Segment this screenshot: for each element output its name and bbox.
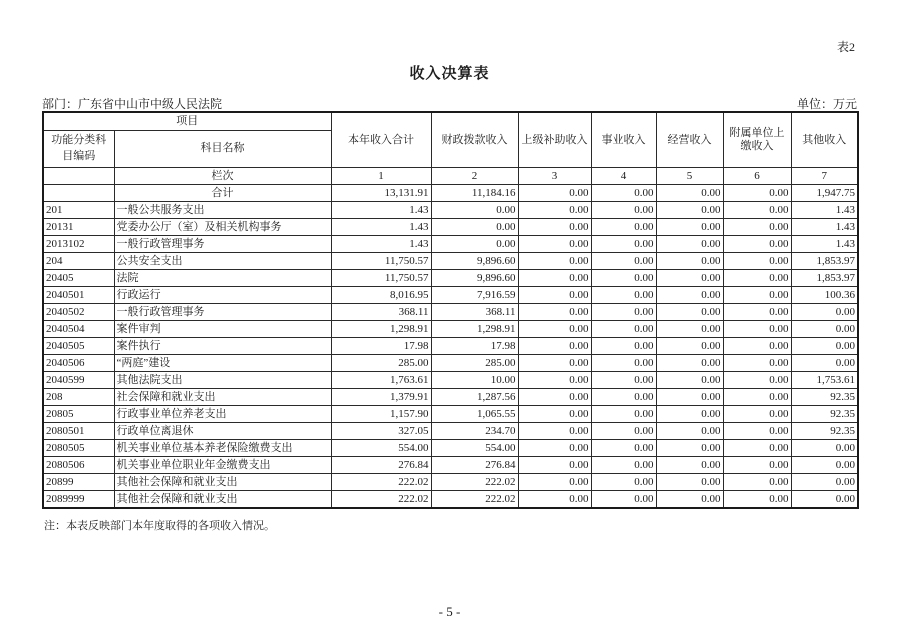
row-value: 0.00 <box>656 338 723 355</box>
row-value: 0.00 <box>518 491 591 509</box>
row-value: 0.00 <box>591 287 656 304</box>
row-value: 0.00 <box>791 474 858 491</box>
row-value: 0.00 <box>518 355 591 372</box>
page-number: - 5 - <box>438 604 461 619</box>
footnote: 注：本表反映部门本年度取得的各项收入情况。 <box>44 520 275 532</box>
table-row <box>43 457 858 474</box>
row-value: 11,750.57 <box>331 270 431 287</box>
row-subject-name: 合计 <box>114 185 331 202</box>
column-index: 7 <box>791 168 858 185</box>
row-value: 17.98 <box>431 338 518 355</box>
row-value: 1,853.97 <box>791 253 858 270</box>
row-value: 0.00 <box>518 406 591 423</box>
row-subject-name: 其他社会保障和就业支出 <box>114 491 331 509</box>
row-value: 10.00 <box>431 372 518 389</box>
row-value: 0.00 <box>656 406 723 423</box>
row-value: 0.00 <box>518 338 591 355</box>
row-value: 0.00 <box>656 304 723 321</box>
row-value: 0.00 <box>723 219 791 236</box>
row-value: 0.00 <box>431 236 518 253</box>
row-value: 92.35 <box>791 389 858 406</box>
row-value: 0.00 <box>591 491 656 509</box>
row-subject-name: 法院 <box>114 270 331 287</box>
row-value: 1.43 <box>331 202 431 219</box>
row-subject-name: 行政运行 <box>114 287 331 304</box>
row-value: 0.00 <box>723 491 791 509</box>
table-header <box>43 112 858 185</box>
row-value: 327.05 <box>331 423 431 440</box>
table-row <box>43 202 858 219</box>
row-code: 2040505 <box>43 338 114 355</box>
row-value: 0.00 <box>656 355 723 372</box>
column-index: 2 <box>431 168 518 185</box>
row-value: 0.00 <box>591 270 656 287</box>
row-value: 0.00 <box>518 236 591 253</box>
row-value: 0.00 <box>656 389 723 406</box>
row-value: 9,896.60 <box>431 270 518 287</box>
header-col-superior-subsidy: 上级补助收入 <box>518 112 591 168</box>
row-value: 0.00 <box>518 253 591 270</box>
table-row <box>43 423 858 440</box>
row-value: 0.00 <box>591 236 656 253</box>
row-value: 1,853.97 <box>791 270 858 287</box>
row-value: 0.00 <box>791 457 858 474</box>
header-col-fiscal: 财政拨款收入 <box>431 112 518 168</box>
table-row <box>43 372 858 389</box>
table-row <box>43 355 858 372</box>
row-value: 8,016.95 <box>331 287 431 304</box>
header-subject-name: 科目名称 <box>114 131 331 168</box>
row-value: 1,065.55 <box>431 406 518 423</box>
row-subject-name: 其他法院支出 <box>114 372 331 389</box>
header-col-operating: 经营收入 <box>656 112 723 168</box>
page-title: 收入决算表 <box>409 66 490 82</box>
row-value: 0.00 <box>518 372 591 389</box>
row-code: 2040501 <box>43 287 114 304</box>
row-value: 0.00 <box>723 236 791 253</box>
header-col-total: 本年收入合计 <box>331 112 431 168</box>
row-value: 0.00 <box>723 304 791 321</box>
row-value: 0.00 <box>656 423 723 440</box>
table-row <box>43 236 858 253</box>
row-value: 0.00 <box>591 355 656 372</box>
row-value: 0.00 <box>518 270 591 287</box>
row-value: 0.00 <box>791 321 858 338</box>
row-value: 0.00 <box>656 287 723 304</box>
row-value: 0.00 <box>591 219 656 236</box>
row-value: 0.00 <box>791 304 858 321</box>
row-value: 92.35 <box>791 423 858 440</box>
index-empty-cell <box>43 168 114 185</box>
row-value: 1,947.75 <box>791 185 858 202</box>
row-value: 0.00 <box>591 389 656 406</box>
department-label: 部门：广东省中山市中级人民法院 <box>42 97 223 111</box>
row-value: 0.00 <box>656 457 723 474</box>
row-value: 0.00 <box>723 372 791 389</box>
row-value: 0.00 <box>723 321 791 338</box>
row-value: 222.02 <box>331 491 431 509</box>
row-value: 0.00 <box>518 287 591 304</box>
row-subject-name: 行政单位离退休 <box>114 423 331 440</box>
row-subject-name: 机关事业单位职业年金缴费支出 <box>114 457 331 474</box>
row-value: 0.00 <box>723 355 791 372</box>
row-subject-name: 社会保障和就业支出 <box>114 389 331 406</box>
table-row <box>43 321 858 338</box>
row-value: 234.70 <box>431 423 518 440</box>
column-index: 1 <box>331 168 431 185</box>
row-value: 1,753.61 <box>791 372 858 389</box>
row-subject-name: “两庭”建设 <box>114 355 331 372</box>
table-row <box>43 253 858 270</box>
row-code: 2040599 <box>43 372 114 389</box>
row-value: 0.00 <box>791 440 858 457</box>
row-value: 368.11 <box>331 304 431 321</box>
row-value: 1,287.56 <box>431 389 518 406</box>
table-row <box>43 491 858 509</box>
column-index: 6 <box>723 168 791 185</box>
row-subject-name: 案件审判 <box>114 321 331 338</box>
meta-row <box>42 95 857 112</box>
table-row <box>43 440 858 457</box>
table-row <box>43 270 858 287</box>
row-value: 276.84 <box>431 457 518 474</box>
header-col-affiliated-units: 附属单位上缴收入 <box>723 112 791 168</box>
row-value: 0.00 <box>591 440 656 457</box>
row-value: 0.00 <box>723 185 791 202</box>
row-value: 276.84 <box>331 457 431 474</box>
row-value: 0.00 <box>656 185 723 202</box>
row-value: 0.00 <box>518 440 591 457</box>
row-value: 0.00 <box>518 185 591 202</box>
row-value: 0.00 <box>591 457 656 474</box>
row-value: 554.00 <box>431 440 518 457</box>
row-value: 0.00 <box>591 406 656 423</box>
row-value: 11,184.16 <box>431 185 518 202</box>
table-tag: 表2 <box>836 40 855 54</box>
row-subject-name: 党委办公厅（室）及相关机构事务 <box>114 219 331 236</box>
row-value: 0.00 <box>591 338 656 355</box>
row-value: 0.00 <box>656 491 723 509</box>
row-code: 2040506 <box>43 355 114 372</box>
row-value: 0.00 <box>431 202 518 219</box>
row-value: 0.00 <box>518 321 591 338</box>
row-value: 0.00 <box>591 474 656 491</box>
row-value: 0.00 <box>591 202 656 219</box>
row-value: 0.00 <box>656 372 723 389</box>
row-code: 2013102 <box>43 236 114 253</box>
row-value: 0.00 <box>723 423 791 440</box>
row-value: 0.00 <box>723 474 791 491</box>
row-value: 222.02 <box>431 491 518 509</box>
row-value: 1,298.91 <box>431 321 518 338</box>
row-value: 0.00 <box>656 236 723 253</box>
row-value: 0.00 <box>656 219 723 236</box>
row-value: 0.00 <box>591 372 656 389</box>
row-code: 20805 <box>43 406 114 423</box>
row-value: 285.00 <box>331 355 431 372</box>
row-subject-name: 机关事业单位基本养老保险缴费支出 <box>114 440 331 457</box>
row-value: 1.43 <box>791 219 858 236</box>
row-code: 2080501 <box>43 423 114 440</box>
table-row <box>43 338 858 355</box>
row-value: 1,763.61 <box>331 372 431 389</box>
row-value: 0.00 <box>591 253 656 270</box>
row-value: 554.00 <box>331 440 431 457</box>
row-value: 0.00 <box>723 270 791 287</box>
row-value: 0.00 <box>656 440 723 457</box>
row-value: 1.43 <box>331 219 431 236</box>
row-value: 0.00 <box>656 321 723 338</box>
row-code: 20899 <box>43 474 114 491</box>
row-value: 0.00 <box>656 202 723 219</box>
row-value: 0.00 <box>791 338 858 355</box>
row-subject-name: 其他社会保障和就业支出 <box>114 474 331 491</box>
row-value: 0.00 <box>723 338 791 355</box>
row-subject-name: 一般行政管理事务 <box>114 236 331 253</box>
row-value: 0.00 <box>591 423 656 440</box>
income-final-accounts-table <box>42 111 859 509</box>
row-value: 0.00 <box>591 185 656 202</box>
header-row-project <box>43 112 858 131</box>
row-value: 0.00 <box>656 474 723 491</box>
header-col-institutional: 事业收入 <box>591 112 656 168</box>
row-value: 1.43 <box>331 236 431 253</box>
row-value: 1,157.90 <box>331 406 431 423</box>
row-value: 368.11 <box>431 304 518 321</box>
table-row <box>43 304 858 321</box>
row-code: 201 <box>43 202 114 219</box>
row-value: 0.00 <box>518 457 591 474</box>
row-code: 20131 <box>43 219 114 236</box>
table-row <box>43 185 858 202</box>
row-value: 0.00 <box>723 287 791 304</box>
row-value: 0.00 <box>518 423 591 440</box>
table-row <box>43 287 858 304</box>
row-value: 0.00 <box>723 457 791 474</box>
table-body <box>43 185 858 509</box>
header-col-other: 其他收入 <box>791 112 858 168</box>
row-value: 9,896.60 <box>431 253 518 270</box>
header-row-index <box>43 168 858 185</box>
row-subject-name: 一般公共服务支出 <box>114 202 331 219</box>
row-value: 0.00 <box>591 321 656 338</box>
row-value: 0.00 <box>723 406 791 423</box>
table-row <box>43 219 858 236</box>
row-value: 100.36 <box>791 287 858 304</box>
row-code <box>43 185 114 202</box>
row-value: 285.00 <box>431 355 518 372</box>
row-value: 92.35 <box>791 406 858 423</box>
row-value: 11,750.57 <box>331 253 431 270</box>
row-subject-name: 案件执行 <box>114 338 331 355</box>
row-code: 2040502 <box>43 304 114 321</box>
row-code: 2089999 <box>43 491 114 509</box>
row-value: 0.00 <box>518 219 591 236</box>
row-value: 0.00 <box>791 355 858 372</box>
table-row <box>43 389 858 406</box>
row-value: 17.98 <box>331 338 431 355</box>
row-value: 1.43 <box>791 236 858 253</box>
row-value: 0.00 <box>656 270 723 287</box>
row-value: 7,916.59 <box>431 287 518 304</box>
row-value: 13,131.91 <box>331 185 431 202</box>
row-subject-name: 公共安全支出 <box>114 253 331 270</box>
row-value: 0.00 <box>791 491 858 509</box>
row-value: 0.00 <box>518 202 591 219</box>
row-value: 0.00 <box>723 389 791 406</box>
row-code: 204 <box>43 253 114 270</box>
row-value: 0.00 <box>723 440 791 457</box>
row-code: 2080505 <box>43 440 114 457</box>
column-index: 4 <box>591 168 656 185</box>
row-value: 0.00 <box>656 253 723 270</box>
column-index: 5 <box>656 168 723 185</box>
row-value: 0.00 <box>518 304 591 321</box>
row-value: 0.00 <box>431 219 518 236</box>
table-row <box>43 406 858 423</box>
row-value: 1,379.91 <box>331 389 431 406</box>
table-row <box>43 474 858 491</box>
row-value: 0.00 <box>723 202 791 219</box>
row-code: 2040504 <box>43 321 114 338</box>
row-value: 222.02 <box>431 474 518 491</box>
row-code: 208 <box>43 389 114 406</box>
header-project: 项目 <box>43 112 331 131</box>
row-value: 0.00 <box>518 474 591 491</box>
row-value: 222.02 <box>331 474 431 491</box>
column-index: 3 <box>518 168 591 185</box>
row-value: 1.43 <box>791 202 858 219</box>
row-value: 1,298.91 <box>331 321 431 338</box>
row-index-label: 栏次 <box>114 168 331 185</box>
row-subject-name: 行政事业单位养老支出 <box>114 406 331 423</box>
row-value: 0.00 <box>518 389 591 406</box>
unit-label: 单位：万元 <box>796 97 857 111</box>
row-subject-name: 一般行政管理事务 <box>114 304 331 321</box>
header-code: 功能分类科目编码 <box>43 131 114 168</box>
row-value: 0.00 <box>591 304 656 321</box>
row-code: 20405 <box>43 270 114 287</box>
row-code: 2080506 <box>43 457 114 474</box>
row-value: 0.00 <box>723 253 791 270</box>
